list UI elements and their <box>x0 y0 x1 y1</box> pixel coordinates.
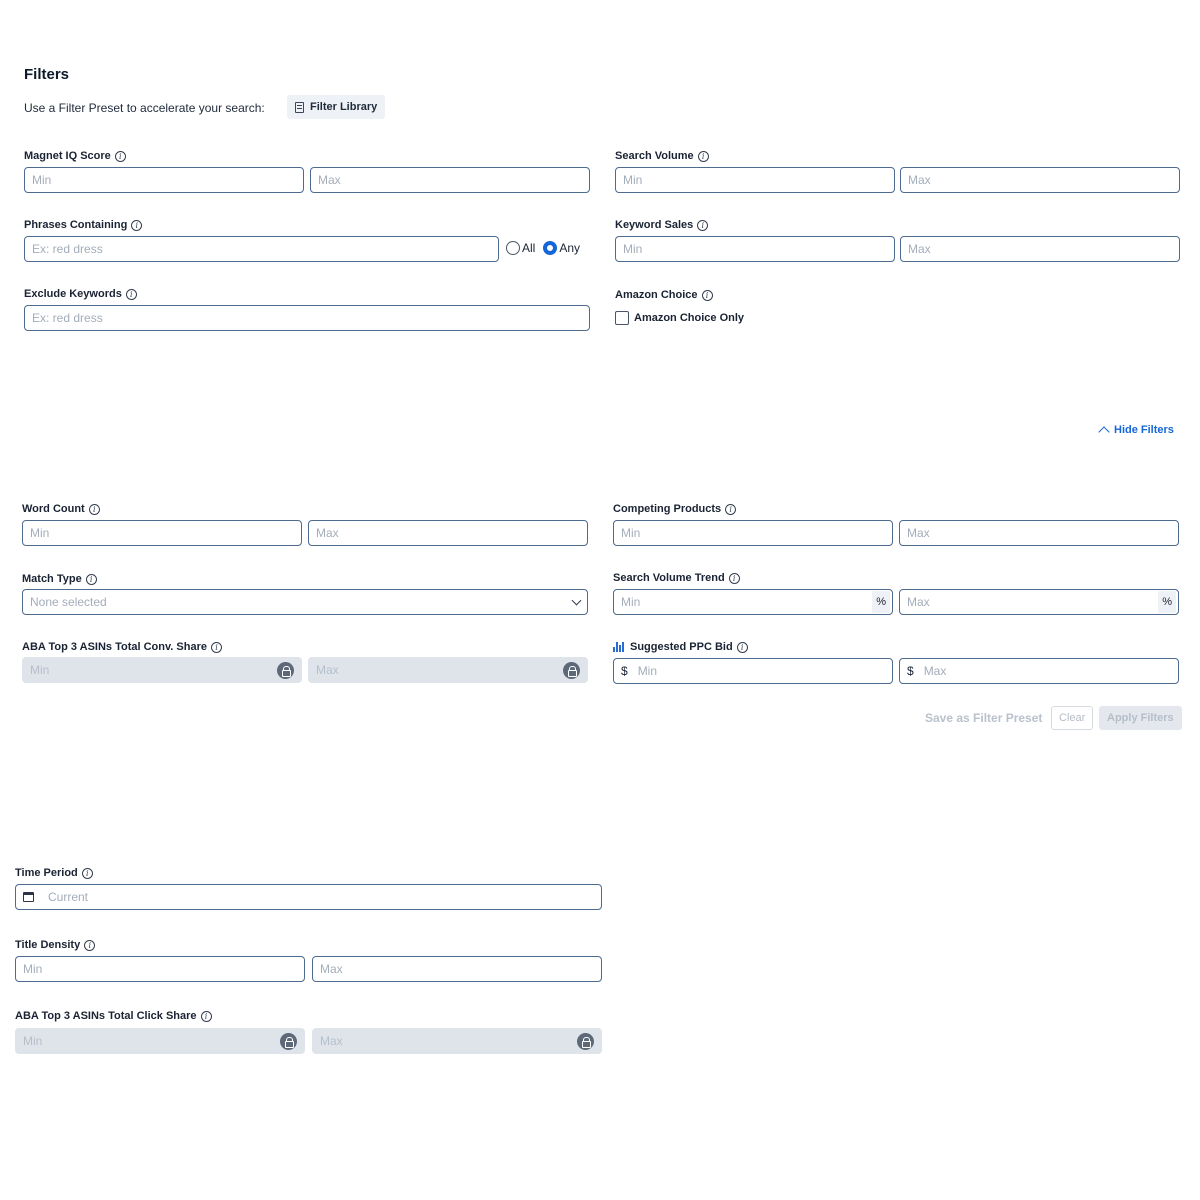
radio-circle <box>506 241 520 255</box>
ppc-bid-min-input[interactable] <box>613 658 893 684</box>
suggested-ppc-bid-label-text: Suggested PPC Bid <box>630 641 733 653</box>
time-period-value: Current <box>48 890 89 904</box>
competing-products-label-text: Competing Products <box>613 503 722 515</box>
radio-all-label: All <box>522 241 536 255</box>
amazon-choice-only-label: Amazon Choice Only <box>634 312 745 324</box>
placeholder-text: Min <box>32 173 52 187</box>
competing-products-min-input[interactable] <box>613 520 893 546</box>
filter-library-label: Filter Library <box>310 101 378 113</box>
keyword-sales-max-input[interactable] <box>900 236 1180 262</box>
hide-filters-label: Hide Filters <box>1114 424 1174 436</box>
amazon-choice-label-text: Amazon Choice <box>615 289 698 301</box>
lock-icon[interactable] <box>577 1033 594 1050</box>
page-title: Filters <box>24 66 70 83</box>
placeholder-text: Min <box>623 242 643 256</box>
placeholder-text: Max <box>320 962 343 976</box>
keyword-sales-min-input[interactable] <box>615 236 895 262</box>
placeholder-text: Ex: red dress <box>32 311 103 325</box>
radio-any[interactable] <box>543 241 580 255</box>
aba-click-share-label-text: ABA Top 3 ASINs Total Click Share <box>15 1010 197 1022</box>
filter-library-button[interactable] <box>287 95 385 119</box>
bar-chart-icon <box>613 642 624 652</box>
aba-conv-share-max-input <box>308 657 588 683</box>
aba-conv-share-label <box>22 641 222 653</box>
search-volume-trend-label <box>613 572 740 584</box>
ppc-bid-max-input[interactable] <box>899 658 1179 684</box>
match-type-value: None selected <box>30 595 107 609</box>
search-volume-max-input[interactable] <box>900 167 1180 193</box>
placeholder-text: Max <box>923 664 947 678</box>
aba-click-share-label <box>15 1010 212 1022</box>
info-icon[interactable]: i <box>201 1011 212 1022</box>
info-icon[interactable]: i <box>737 642 748 653</box>
magnet-iq-label <box>24 150 126 162</box>
placeholder-text: Max <box>908 173 931 187</box>
title-density-label <box>15 939 95 951</box>
magnet-iq-max-input[interactable] <box>310 167 590 193</box>
word-count-max-input[interactable] <box>308 520 588 546</box>
lock-icon[interactable] <box>280 1033 297 1050</box>
info-icon[interactable]: i <box>725 504 736 515</box>
word-count-min-input[interactable] <box>22 520 302 546</box>
phrases-match-radio-group <box>506 241 580 255</box>
magnet-iq-label-text: Magnet IQ Score <box>24 150 111 162</box>
time-period-label-text: Time Period <box>15 867 78 879</box>
info-icon[interactable]: i <box>89 504 100 515</box>
suggested-ppc-bid-label <box>613 641 748 653</box>
placeholder-text: Max <box>908 242 931 256</box>
placeholder-text: Min <box>623 173 643 187</box>
placeholder-text: Max <box>907 595 930 609</box>
lock-icon[interactable] <box>277 662 294 679</box>
info-icon[interactable]: i <box>702 290 713 301</box>
match-type-label <box>22 573 97 585</box>
search-volume-trend-min-input[interactable] <box>613 589 893 615</box>
magnet-iq-min-input[interactable] <box>24 167 304 193</box>
match-type-select[interactable] <box>22 589 588 615</box>
info-icon[interactable]: i <box>697 220 708 231</box>
title-density-label-text: Title Density <box>15 939 81 951</box>
amazon-choice-label <box>615 289 713 301</box>
chevron-up-icon <box>1098 426 1109 437</box>
apply-filters-button[interactable]: Apply Filters <box>1099 706 1182 730</box>
info-icon[interactable]: i <box>131 220 142 231</box>
info-icon[interactable]: i <box>729 573 740 584</box>
aba-conv-share-label-text: ABA Top 3 ASINs Total Conv. Share <box>22 641 207 653</box>
radio-any-label: Any <box>559 241 581 255</box>
radio-circle-selected <box>543 241 557 255</box>
exclude-keywords-label <box>24 288 137 300</box>
placeholder-text: Max <box>316 526 339 540</box>
info-icon[interactable]: i <box>86 574 97 585</box>
aba-click-share-max-input <box>312 1028 602 1054</box>
exclude-keywords-input[interactable] <box>24 305 590 331</box>
time-period-label <box>15 867 93 879</box>
percent-suffix: % <box>1158 591 1176 613</box>
placeholder-text: Min <box>30 526 50 540</box>
dollar-prefix: $ <box>621 664 628 678</box>
exclude-keywords-label-text: Exclude Keywords <box>24 288 122 300</box>
competing-products-max-input[interactable] <box>899 520 1179 546</box>
search-volume-label <box>615 150 709 162</box>
info-icon[interactable]: i <box>126 289 137 300</box>
chevron-down-icon <box>572 595 582 605</box>
search-volume-min-input[interactable] <box>615 167 895 193</box>
save-filter-preset-button[interactable]: Save as Filter Preset <box>925 711 1043 725</box>
info-icon[interactable]: i <box>698 151 709 162</box>
lock-icon[interactable] <box>563 662 580 679</box>
preset-hint-text: Use a Filter Preset to accelerate your search: <box>24 101 265 115</box>
phrases-containing-input[interactable] <box>24 236 499 262</box>
checkbox-box <box>615 311 629 325</box>
placeholder-text: Min <box>621 595 641 609</box>
placeholder-text: Max <box>318 173 341 187</box>
placeholder-text: Min <box>23 962 43 976</box>
search-volume-label-text: Search Volume <box>615 150 694 162</box>
info-icon[interactable]: i <box>82 868 93 879</box>
document-icon <box>295 102 304 113</box>
placeholder-text: Min <box>637 664 658 678</box>
aba-conv-share-min-input <box>22 657 302 683</box>
search-volume-trend-max-input[interactable] <box>899 589 1179 615</box>
competing-products-label <box>613 503 736 515</box>
percent-suffix: % <box>872 591 890 613</box>
placeholder-text: Min <box>30 663 50 677</box>
dollar-prefix: $ <box>907 664 914 678</box>
info-icon[interactable]: i <box>84 940 95 951</box>
title-density-min-input[interactable] <box>15 956 305 982</box>
info-icon[interactable]: i <box>211 642 222 653</box>
placeholder-text: Max <box>320 1034 343 1048</box>
word-count-label-text: Word Count <box>22 503 85 515</box>
aba-click-share-min-input <box>15 1028 305 1054</box>
match-type-label-text: Match Type <box>22 573 82 585</box>
placeholder-text: Min <box>23 1034 43 1048</box>
clear-button[interactable]: Clear <box>1051 706 1093 730</box>
placeholder-text: Ex: red dress <box>32 242 103 256</box>
amazon-choice-only-checkbox[interactable] <box>615 311 744 325</box>
search-volume-trend-label-text: Search Volume Trend <box>613 572 725 584</box>
word-count-label <box>22 503 100 515</box>
phrases-containing-label-text: Phrases Containing <box>24 219 128 231</box>
keyword-sales-label <box>615 219 708 231</box>
placeholder-text: Max <box>316 663 339 677</box>
placeholder-text: Min <box>621 526 641 540</box>
time-period-picker[interactable] <box>15 884 602 910</box>
info-icon[interactable]: i <box>115 151 126 162</box>
radio-all[interactable] <box>506 241 535 255</box>
keyword-sales-label-text: Keyword Sales <box>615 219 694 231</box>
title-density-max-input[interactable] <box>312 956 602 982</box>
hide-filters-button[interactable] <box>1100 424 1174 436</box>
placeholder-text: Max <box>907 526 930 540</box>
calendar-icon <box>23 892 34 902</box>
phrases-containing-label <box>24 219 142 231</box>
